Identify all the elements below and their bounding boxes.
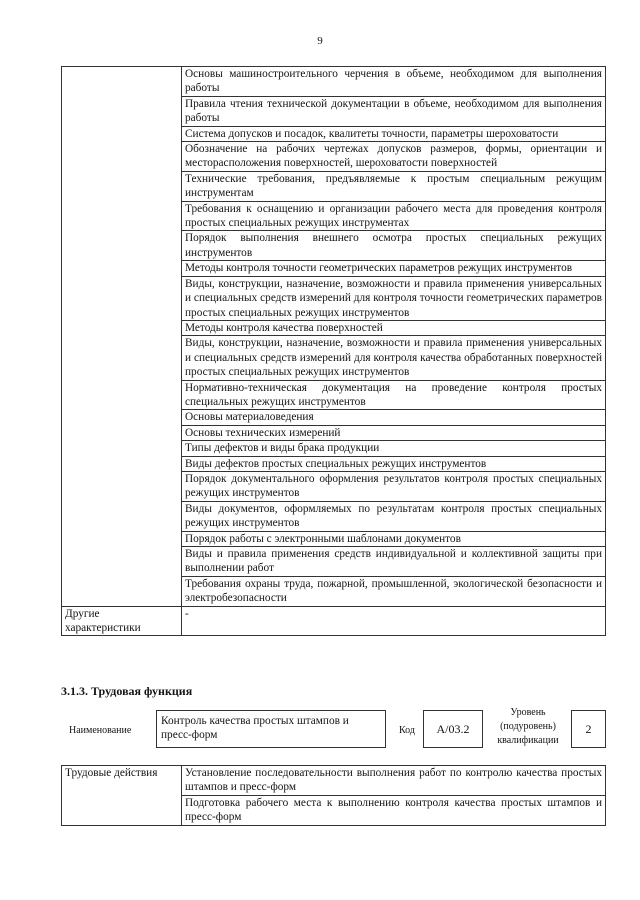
other-characteristics-value: - [182,606,606,636]
knowledge-item: Обозначение на рабочих чертежах допусков размеров, формы, ориентации и месторасположения поверхностей, шероховатости поверхностей [182,142,606,172]
labor-action-item: Установление последовательности выполнения работ по контролю качества простых штампов и пресс-форм [182,766,606,796]
knowledge-item: Виды и правила применения средств индивидуальной и коллективной защиты при выполнении работ [182,547,606,577]
page-number: 9 [317,35,323,47]
labor-action-item: Подготовка рабочего места к выполнению контроля качества простых штампов и пресс-форм [182,795,606,825]
function-code-box: А/03.2 [423,710,483,748]
section-heading: 3.1.3. Трудовая функция [61,684,193,698]
knowledge-item: Правила чтения технической документации в объеме, необходимом для выполнения работы [182,96,606,126]
knowledge-item: Требования к оснащению и организации рабочего места для проведения контроля простых специальных режущих инструментах [182,201,606,231]
knowledge-item: Порядок выполнения внешнего осмотра простых специальных режущих инструментов [182,231,606,261]
knowledge-item: Порядок документального оформления результатов контроля простых специальных режущих инструментов [182,471,606,501]
knowledge-item: Виды дефектов простых специальных режущих инструментов [182,456,606,471]
knowledge-table [61,66,606,636]
knowledge-item: Требования охраны труда, пожарной, промышленной, экологической безопасности и электробезопасности [182,576,606,606]
other-characteristics-row [62,606,606,636]
knowledge-item: Виды, конструкции, назначение, возможности и правила применения универсальных и специальных средств измерений для контроля точности геометрических параметров простых специальных режущих инструментов [182,276,606,320]
knowledge-item: Порядок работы с электронными шаблонами документов [182,531,606,546]
code-label: Код [399,725,415,736]
knowledge-item: Виды документов, оформляемых по результатам контроля простых специальных режущих инструментов [182,501,606,531]
knowledge-item: Типы дефектов и виды брака продукции [182,441,606,456]
knowledge-item: Основы материаловедения [182,410,606,425]
table-row [62,67,606,97]
knowledge-item: Методы контроля точности геометрических параметров режущих инструментов [182,261,606,276]
name-label: Наименование [69,725,132,736]
knowledge-item: Основы машиностроительного черчения в объеме, необходимом для выполнения работы [182,67,606,97]
knowledge-item: Виды, конструкции, назначение, возможности и правила применения универсальных и специальных средств измерений для контроля качества обработанных поверхностей простых специальных режущих инструментов [182,336,606,380]
labor-actions-label: Трудовые действия [62,766,182,826]
function-name-box: Контроль качества простых штампов и пресс-форм [156,710,386,748]
table-row [62,766,606,796]
knowledge-item: Система допусков и посадок, квалитеты точности, параметры шероховатости [182,126,606,141]
labor-actions-table [61,765,606,826]
function-header [61,706,606,752]
knowledge-item: Методы контроля качества поверхностей [182,320,606,335]
knowledge-item: Технические требования, предъявляемые к простым специальным режущим инструментам [182,171,606,201]
qualification-level-label: Уровень (подуровень) квалификации [497,707,559,746]
qualification-level-box: 2 [571,710,606,748]
knowledge-label-cell [62,67,182,607]
other-characteristics-label: Другие характеристики [62,606,182,636]
knowledge-item: Основы технических измерений [182,425,606,440]
knowledge-item: Нормативно-техническая документация на проведение контроля простых специальных режущих инструментов [182,380,606,410]
